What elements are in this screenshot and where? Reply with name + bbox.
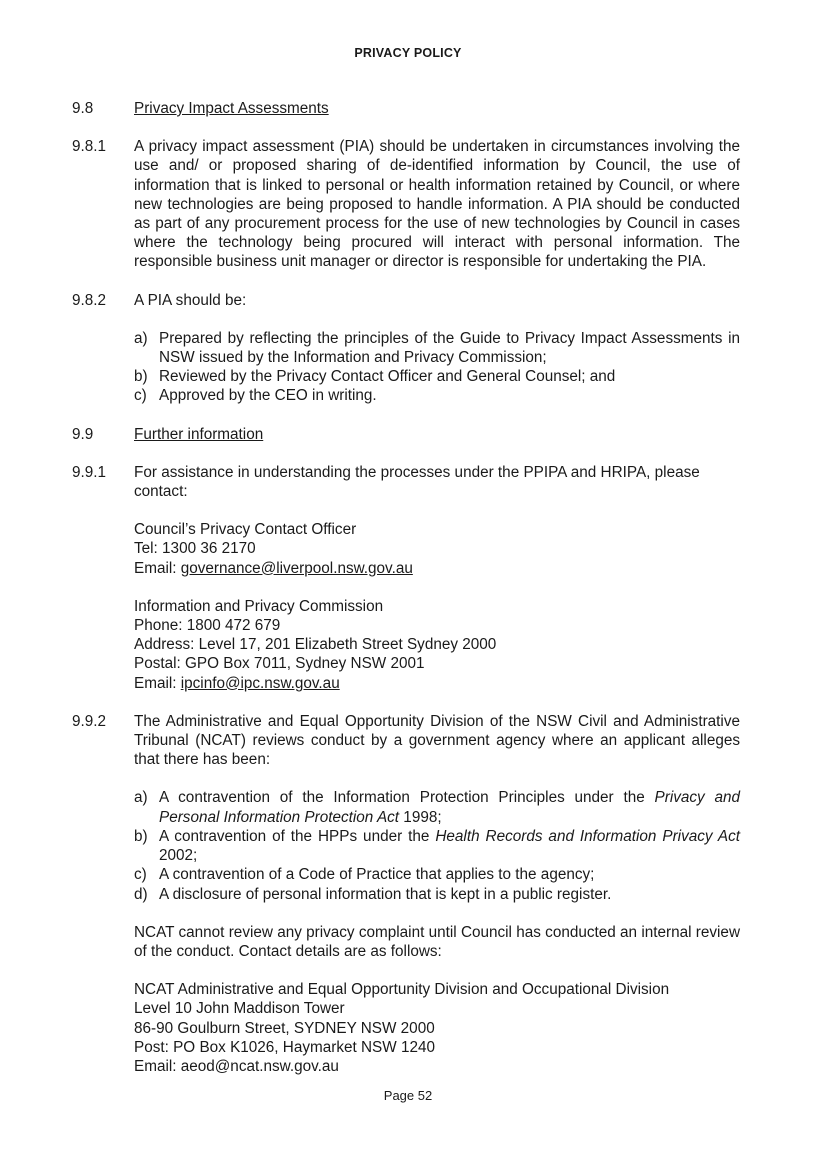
section-number: 9.8 — [72, 100, 94, 117]
list-item: a) Prepared by reflecting the principles of the Guide to Privacy Impact Assessments in NSW issued by the Information and Privacy Commission; — [134, 329, 740, 367]
section-number: 9.8.1 — [72, 138, 107, 156]
ncat-note: NCAT cannot review any privacy complaint until Council has conducted an internal review of the conduct. Contact details are as follows: — [134, 923, 740, 960]
list-item: d) A disclosure of personal information that is kept in a public register. — [134, 885, 612, 903]
section-9-9-1 — [72, 463, 740, 693]
section-9-8 — [72, 99, 740, 118]
council-contact-block: Council’s Privacy Contact Officer Tel: 1300 36 2170 Email: governance@liverpool.nsw.gov.au — [134, 521, 413, 577]
ipc-contact-block: Information and Privacy Commission Phone: 1800 472 679 Address: Level 17, 201 Elizabeth Street Sydney 2000 Postal: GPO Box 7011, Sydney NSW 2001 Email: ipcinfo@ipc.nsw.gov.au — [134, 597, 497, 692]
ncat-contact-block: NCAT Administrative and Equal Opportunity Division and Occupational Division Level 10 John Maddison Tower 86-90 Goulburn Street, SYDNEY NSW 2000 Post: PO Box K1026, Haymarket NSW 1240 Email: aeod@ncat.nsw.gov.au — [134, 981, 670, 1075]
section-9-8-1 — [72, 137, 740, 271]
page-header: PRIVACY POLICY — [354, 46, 462, 60]
ncat-grounds-list — [134, 788, 740, 903]
list-item: a) A contravention of the Information Protection Principles under the Privacy and Personal Information Protection Act 1998; — [134, 789, 741, 826]
section-heading: Privacy Impact Assessments — [134, 100, 329, 117]
section-heading: Further information — [134, 425, 264, 443]
page-content — [72, 99, 740, 1076]
page-number: Page 52 — [383, 1088, 433, 1103]
section-intro: The Administrative and Equal Opportunity Division of the NSW Civil and Administrative Tribunal (NCAT) reviews conduct by a government agency where an applicant alleges that there has been: — [134, 712, 740, 769]
council-email-link[interactable]: governance@liverpool.nsw.gov.au — [180, 559, 413, 577]
ipc-email-link[interactable]: ipcinfo@ipc.nsw.gov.au — [180, 674, 340, 692]
section-9-9 — [72, 425, 740, 444]
section-number: 9.9.2 — [72, 712, 107, 730]
section-9-8-2 — [72, 291, 740, 406]
section-intro: For assistance in understanding the processes under the PPIPA and HRIPA, please contact: — [134, 463, 700, 501]
list-item: c) A contravention of a Code of Practice that applies to the agency; — [134, 866, 595, 884]
section-9-9-2 — [72, 712, 740, 1076]
pia-requirements-list — [134, 329, 740, 406]
section-number: 9.9.1 — [72, 463, 107, 481]
section-number: 9.8.2 — [72, 291, 107, 309]
list-item: b) Reviewed by the Privacy Contact Officer and General Counsel; and — [134, 368, 616, 386]
section-intro: A PIA should be: — [134, 291, 247, 309]
section-paragraph: A privacy impact assessment (PIA) should be undertaken in circumstances involving the use and/ or proposed sharing of de-identified information by Council, the use of information that is linked to personal or health information retained by Council, or where new technologies are being proposed to handle information. A PIA should be conducted as part of any procurement process for the use of new technologies by Council in cases where the technology being procured will interact with personal information. The responsible business unit manager or director is responsible for undertaking the PIA. — [134, 138, 740, 271]
section-number: 9.9 — [72, 425, 94, 443]
list-item: c) Approved by the CEO in writing. — [134, 387, 377, 405]
list-item: b) A contravention of the HPPs under the Health Records and Information Privacy Act 2002; — [134, 827, 741, 865]
